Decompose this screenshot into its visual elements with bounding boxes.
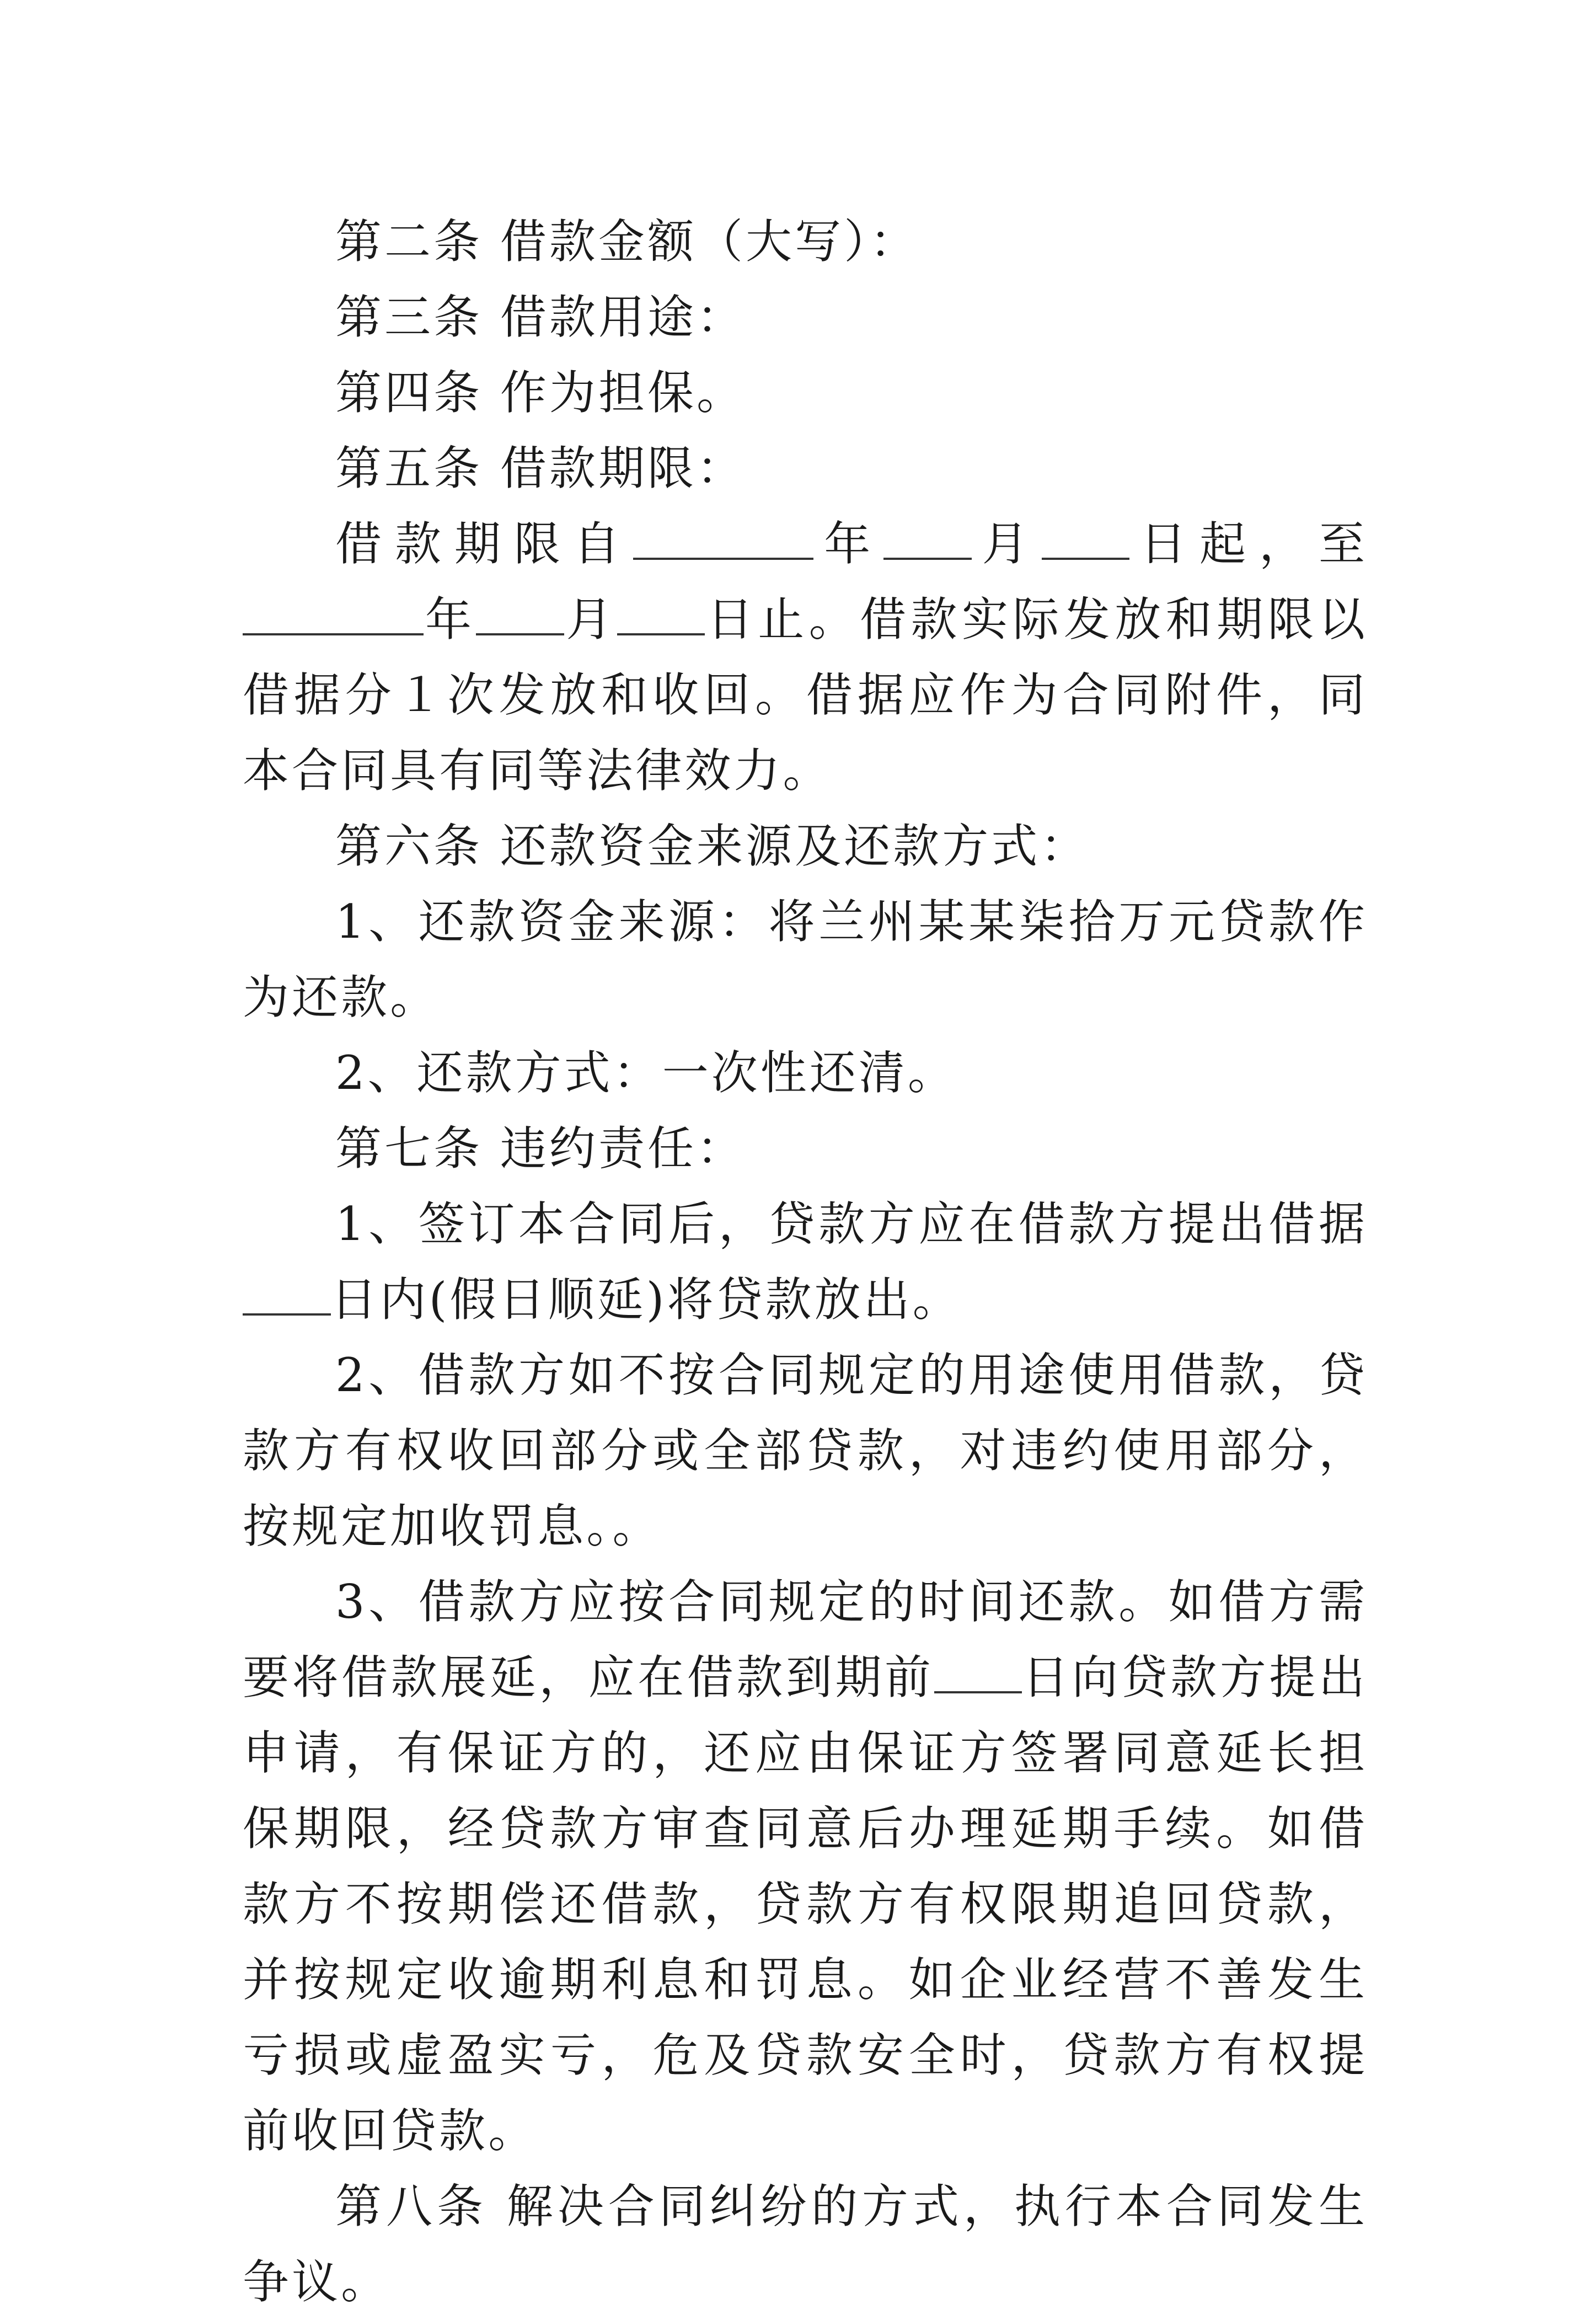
article-3-heading: 第三条 借款用途： xyxy=(335,290,746,344)
breach1-text-2: 日内(假日顺延)将贷款放出。 xyxy=(330,1273,962,1327)
blank-end-day xyxy=(617,591,705,635)
term-text-2: 年 xyxy=(813,517,884,571)
term-text-6: 月 xyxy=(564,592,617,646)
term-text-3: 月 xyxy=(971,517,1042,571)
article-2-heading: 第二条 借款金额（大写）： xyxy=(335,215,919,269)
breach-clause-3 xyxy=(243,1564,1368,2169)
repayment-method: 2、还款方式：一次性还清。 xyxy=(335,1046,957,1100)
breach1-text-1: 1、签订本合同后，贷款方应在借款方提出借据 xyxy=(335,1197,1368,1251)
loan-term-paragraph xyxy=(243,506,1368,809)
blank-end-month xyxy=(476,591,564,635)
term-text-1: 借款期限自 xyxy=(335,517,633,571)
blank-end-year xyxy=(243,591,424,635)
repayment-source: 1、还款资金来源：将兰州某某柒拾万元贷款作为还款。 xyxy=(243,895,1368,1024)
breach-clause-1 xyxy=(243,1186,1368,1338)
blank-start-month xyxy=(883,516,972,560)
term-text-7: 日止。借款实际发放和期限以借据分１次发放和收回。借据应作为合同附件，同本合同具有同等法律效力。 xyxy=(243,592,1368,798)
blank-days-1 xyxy=(243,1271,331,1316)
article-7-heading: 第七条 违约责任： xyxy=(335,1121,746,1175)
blank-start-year xyxy=(633,516,814,560)
breach3-text-2: 日向贷款方提出申请，有保证方的，还应由保证方签署同意延长担保期限，经贷款方审查同意后办理延期手续。如借款方不按期偿还借款，贷款方有权限期追回贷款，并按规定收逾期利息和罚息。如企业经营不善发生亏损或虚盈实亏，危及贷款安全时，贷款方有权提前收回贷款。 xyxy=(243,1650,1368,2158)
article-8-heading: 第八条 解决合同纠纷的方式，执行本合同发生争议。 xyxy=(243,2179,1368,2309)
breach3-text-1: 3、借款方应按合同规定的时间还款。如借方需要将借款展延，应在借款到期前 xyxy=(243,1575,1368,1704)
blank-start-day xyxy=(1042,516,1130,560)
article-6-heading: 第六条 还款资金来源及还款方式： xyxy=(335,819,1090,873)
blank-days-2 xyxy=(934,1649,1022,1693)
article-4-heading: 第四条 作为担保。 xyxy=(335,366,746,420)
term-text-4: 日起，至 xyxy=(1129,517,1368,571)
term-text-5: 年 xyxy=(423,592,476,646)
article-5-heading: 第五条 借款期限： xyxy=(335,441,746,495)
breach-clause-2: 2、借款方如不按合同规定的用途使用借款，贷款方有权收回部分或全部贷款，对违约使用部分，按规定加收罚息。。 xyxy=(243,1348,1368,1553)
document-body xyxy=(243,204,1368,2320)
